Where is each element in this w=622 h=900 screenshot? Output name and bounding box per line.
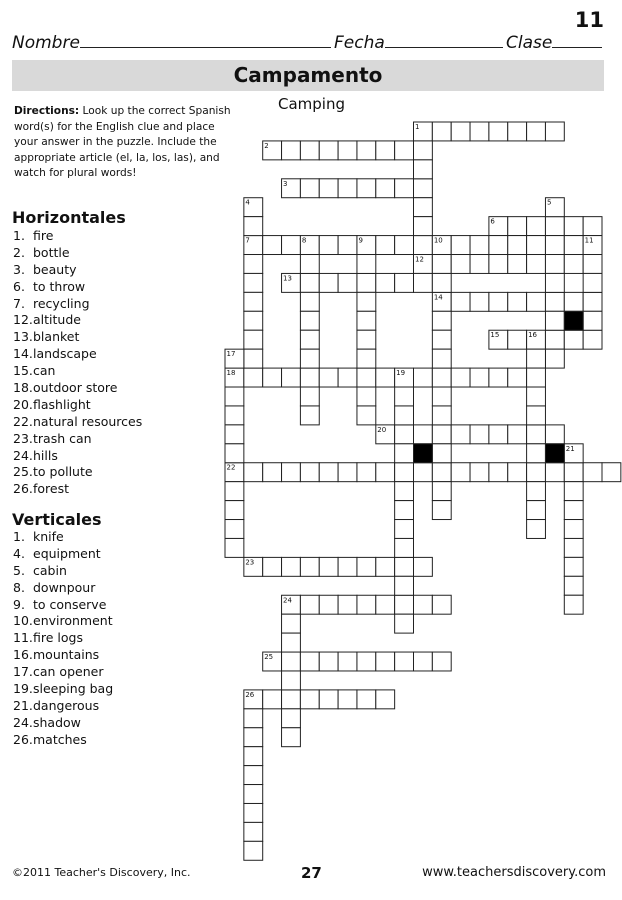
clue-item: 7. recycling xyxy=(13,295,90,311)
clue-item: 24.shadow xyxy=(13,714,81,730)
grid-cell[interactable] xyxy=(263,368,282,387)
grid-cell[interactable] xyxy=(263,557,282,576)
grid-cell[interactable] xyxy=(432,273,451,292)
grid-cell[interactable] xyxy=(244,747,263,766)
grid-cell[interactable] xyxy=(319,236,338,255)
grid-cell[interactable] xyxy=(564,595,583,614)
grid-cell[interactable] xyxy=(545,349,564,368)
grid-cell[interactable] xyxy=(489,122,508,141)
grid-cell[interactable] xyxy=(282,463,301,482)
grid-cell[interactable] xyxy=(319,690,338,709)
grid-cell[interactable] xyxy=(432,444,451,463)
grid-cell[interactable] xyxy=(300,292,319,311)
grid-cell[interactable] xyxy=(319,179,338,198)
grid-cell[interactable] xyxy=(376,690,395,709)
clue-number-label: 25 xyxy=(264,653,274,662)
grid-cell[interactable] xyxy=(263,690,282,709)
clue-item: 12.altitude xyxy=(13,312,81,328)
clue-number-label: 5 xyxy=(546,198,552,207)
page-title: Campamento xyxy=(233,63,383,87)
grid-cell[interactable] xyxy=(527,501,546,520)
directions-text: Look up the correct Spanish word(s) for the English clue and place your answer in the puzzle. Include the appropriate article (el, la, los, las), and watch for plural words! xyxy=(14,105,231,179)
clue-number-label: 18 xyxy=(226,369,236,378)
grid-cell[interactable] xyxy=(282,368,301,387)
grid-cell[interactable] xyxy=(395,425,414,444)
grid-cell[interactable] xyxy=(395,141,414,160)
grid-cell[interactable] xyxy=(357,311,376,330)
clue-item: 17.can opener xyxy=(13,664,104,680)
grid-cell[interactable] xyxy=(451,368,470,387)
grid-cell[interactable] xyxy=(395,538,414,557)
grid-cell[interactable] xyxy=(564,255,583,274)
grid-cell[interactable] xyxy=(432,425,451,444)
grid-cell[interactable] xyxy=(282,557,301,576)
grid-cell[interactable] xyxy=(470,425,489,444)
grid-cell[interactable] xyxy=(376,557,395,576)
grid-cell[interactable] xyxy=(338,273,357,292)
grid-cell[interactable] xyxy=(357,330,376,349)
grid-cell[interactable] xyxy=(319,595,338,614)
grid-cell[interactable] xyxy=(564,576,583,595)
grid-cell[interactable] xyxy=(545,425,564,444)
grid-cell[interactable] xyxy=(395,595,414,614)
grid-cell[interactable] xyxy=(432,349,451,368)
grid-cell[interactable] xyxy=(527,349,546,368)
grid-cell[interactable] xyxy=(300,368,319,387)
clue-number-label: 9 xyxy=(358,236,363,245)
grid-cell[interactable] xyxy=(225,425,244,444)
clue-item: 10.environment xyxy=(13,613,113,629)
grid-cell[interactable] xyxy=(414,217,433,236)
grid-cell[interactable] xyxy=(395,557,414,576)
grid-cell[interactable] xyxy=(395,652,414,671)
grid-cell[interactable] xyxy=(395,236,414,255)
clue-item: 26.forest xyxy=(13,481,70,497)
grid-cell[interactable] xyxy=(244,822,263,841)
grid-cell[interactable] xyxy=(470,122,489,141)
grid-cell[interactable] xyxy=(527,387,546,406)
grid-cell[interactable] xyxy=(376,463,395,482)
grid-cell[interactable] xyxy=(564,217,583,236)
grid-cell[interactable] xyxy=(263,236,282,255)
grid-cell[interactable] xyxy=(319,463,338,482)
page-number: 11 xyxy=(574,8,604,32)
grid-cell[interactable] xyxy=(300,273,319,292)
grid-cell[interactable] xyxy=(357,652,376,671)
grid-cell[interactable] xyxy=(300,406,319,425)
grid-cell[interactable] xyxy=(583,292,602,311)
grid-cell[interactable] xyxy=(414,236,433,255)
clue-number-label: 1 xyxy=(415,123,420,131)
grid-cell[interactable] xyxy=(432,652,451,671)
grid-cell[interactable] xyxy=(564,538,583,557)
grid-cell[interactable] xyxy=(583,273,602,292)
clue-item: 3. beauty xyxy=(13,261,77,277)
grid-cell[interactable] xyxy=(338,690,357,709)
clue-number-label: 8 xyxy=(301,236,307,245)
grid-cell[interactable] xyxy=(527,444,546,463)
grid-cell[interactable] xyxy=(376,368,395,387)
blocked-cell xyxy=(564,311,583,330)
clue-number-label: 3 xyxy=(283,179,288,188)
grid-cell[interactable] xyxy=(564,557,583,576)
grid-cell[interactable] xyxy=(395,406,414,425)
grid-cell[interactable] xyxy=(300,690,319,709)
grid-cell[interactable] xyxy=(527,425,546,444)
clue-number-label: 19 xyxy=(396,369,406,378)
grid-cell[interactable] xyxy=(357,557,376,576)
clue-number-label: 11 xyxy=(584,236,594,245)
clue-item: 16.mountains xyxy=(13,647,100,663)
grid-cell[interactable] xyxy=(545,255,564,274)
grid-cell[interactable] xyxy=(508,463,527,482)
clue-item: 6. to throw xyxy=(13,278,86,294)
grid-cell[interactable] xyxy=(263,463,282,482)
clue-number-label: 6 xyxy=(490,217,495,226)
grid-cell[interactable] xyxy=(376,141,395,160)
clue-item: 15.can xyxy=(13,363,56,379)
grid-cell[interactable] xyxy=(395,576,414,595)
grid-cell[interactable] xyxy=(489,236,508,255)
clue-number-label: 7 xyxy=(245,236,250,245)
clue-number-label: 17 xyxy=(226,350,236,359)
clue-item: 11.fire logs xyxy=(13,630,83,646)
grid-cell[interactable] xyxy=(583,255,602,274)
grid-cell[interactable] xyxy=(282,671,301,690)
grid-cell[interactable] xyxy=(319,141,338,160)
website: www.teachersdiscovery.com xyxy=(422,865,606,880)
grid-cell[interactable] xyxy=(508,425,527,444)
grid-cell[interactable] xyxy=(300,349,319,368)
grid-cell[interactable] xyxy=(357,349,376,368)
grid-cell[interactable] xyxy=(545,292,564,311)
grid-cell[interactable] xyxy=(357,255,376,274)
clue-item: 18.outdoor store xyxy=(13,380,118,396)
grid-cell[interactable] xyxy=(338,368,357,387)
grid-cell[interactable] xyxy=(432,463,451,482)
clue-item: 13.blanket xyxy=(13,329,80,345)
grid-cell[interactable] xyxy=(451,292,470,311)
grid-cell[interactable] xyxy=(545,311,564,330)
grid-cell[interactable] xyxy=(319,273,338,292)
grid-cell[interactable] xyxy=(225,482,244,501)
grid-cell[interactable] xyxy=(432,330,451,349)
grid-cell[interactable] xyxy=(225,387,244,406)
grid-cell[interactable] xyxy=(583,330,602,349)
clue-number-label: 24 xyxy=(283,596,292,605)
clue-item: 23.trash can xyxy=(13,430,92,446)
grid-cell[interactable] xyxy=(225,520,244,539)
grid-cell[interactable] xyxy=(451,122,470,141)
grid-cell[interactable] xyxy=(225,538,244,557)
grid-cell[interactable] xyxy=(357,368,376,387)
grid-cell[interactable] xyxy=(564,292,583,311)
grid-cell[interactable] xyxy=(376,652,395,671)
grid-cell[interactable] xyxy=(395,273,414,292)
name-label: Nombre xyxy=(12,33,80,53)
grid-cell[interactable] xyxy=(300,557,319,576)
grid-cell[interactable] xyxy=(244,292,263,311)
clue-number-label: 23 xyxy=(245,558,255,567)
grid-cell[interactable] xyxy=(338,652,357,671)
grid-cell[interactable] xyxy=(451,425,470,444)
clue-number-label: 14 xyxy=(433,293,443,302)
grid-cell[interactable] xyxy=(338,595,357,614)
grid-cell[interactable] xyxy=(357,406,376,425)
grid-cell[interactable] xyxy=(300,141,319,160)
grid-cell[interactable] xyxy=(395,463,414,482)
grid-cell[interactable] xyxy=(357,273,376,292)
grid-cell[interactable] xyxy=(395,482,414,501)
grid-cell[interactable] xyxy=(282,614,301,633)
grid-cell[interactable] xyxy=(545,273,564,292)
grid-cell[interactable] xyxy=(451,463,470,482)
grid-cell[interactable] xyxy=(432,311,451,330)
grid-cell[interactable] xyxy=(244,368,263,387)
grid-cell[interactable] xyxy=(545,236,564,255)
grid-cell[interactable] xyxy=(300,463,319,482)
grid-cell[interactable] xyxy=(319,652,338,671)
grid-cell[interactable] xyxy=(527,217,546,236)
grid-cell[interactable] xyxy=(300,311,319,330)
grid-cell[interactable] xyxy=(432,368,451,387)
grid-cell[interactable] xyxy=(432,595,451,614)
grid-cell[interactable] xyxy=(414,141,433,160)
grid-cell[interactable] xyxy=(395,520,414,539)
grid-cell[interactable] xyxy=(357,595,376,614)
clue-number-label: 10 xyxy=(433,236,443,245)
grid-cell[interactable] xyxy=(395,614,414,633)
grid-cell[interactable] xyxy=(376,179,395,198)
grid-cell[interactable] xyxy=(244,785,263,804)
grid-cell[interactable] xyxy=(376,236,395,255)
clue-number-label: 15 xyxy=(490,331,500,340)
clue-item: 21.dangerous xyxy=(13,697,100,713)
page-subtitle: Camping xyxy=(278,95,345,113)
grid-cell[interactable] xyxy=(244,255,263,274)
grid-cell[interactable] xyxy=(282,141,301,160)
grid-cell[interactable] xyxy=(338,141,357,160)
grid-cell[interactable] xyxy=(319,557,338,576)
copyright: ©2011 Teacher's Discovery, Inc. xyxy=(12,866,191,879)
grid-cell[interactable] xyxy=(300,179,319,198)
grid-cell[interactable] xyxy=(300,652,319,671)
clue-item: 2. bottle xyxy=(13,244,70,260)
grid-cell[interactable] xyxy=(527,236,546,255)
grid-cell[interactable] xyxy=(319,368,338,387)
grid-cell[interactable] xyxy=(282,709,301,728)
grid-cell[interactable] xyxy=(564,236,583,255)
clue-number-label: 13 xyxy=(283,274,292,283)
grid-cell[interactable] xyxy=(432,482,451,501)
grid-cell[interactable] xyxy=(414,652,433,671)
grid-cell[interactable] xyxy=(414,595,433,614)
grid-cell[interactable] xyxy=(432,406,451,425)
grid-cell[interactable] xyxy=(470,368,489,387)
grid-cell[interactable] xyxy=(527,463,546,482)
grid-cell[interactable] xyxy=(357,387,376,406)
grid-cell[interactable] xyxy=(527,406,546,425)
clue-number-label: 16 xyxy=(528,331,538,340)
grid-cell[interactable] xyxy=(451,255,470,274)
grid-cell[interactable] xyxy=(470,292,489,311)
grid-cell[interactable] xyxy=(414,425,433,444)
grid-cell[interactable] xyxy=(564,330,583,349)
grid-cell[interactable] xyxy=(338,179,357,198)
grid-cell[interactable] xyxy=(489,368,508,387)
grid-cell[interactable] xyxy=(545,122,564,141)
directions-label: Directions: xyxy=(14,105,80,117)
grid-cell[interactable] xyxy=(527,520,546,539)
grid-cell[interactable] xyxy=(300,387,319,406)
grid-cell[interactable] xyxy=(451,236,470,255)
grid-cell[interactable] xyxy=(338,463,357,482)
grid-cell[interactable] xyxy=(244,803,263,822)
grid-cell[interactable] xyxy=(244,330,263,349)
footer-page-number: 27 xyxy=(301,864,322,882)
clue-item: 8. downpour xyxy=(13,579,96,595)
grid-cell[interactable] xyxy=(564,482,583,501)
grid-cell[interactable] xyxy=(564,501,583,520)
clue-item: 20.flashlight xyxy=(13,396,91,412)
clue-item: 9. to conserve xyxy=(13,596,107,612)
grid-cell[interactable] xyxy=(414,198,433,217)
grid-cell[interactable] xyxy=(244,217,263,236)
down-heading: Verticales xyxy=(12,510,102,529)
clue-number-label: 12 xyxy=(415,255,424,264)
grid-cell[interactable] xyxy=(225,406,244,425)
grid-cell[interactable] xyxy=(602,463,621,482)
grid-cell[interactable] xyxy=(527,482,546,501)
clue-item: 5. cabin xyxy=(13,562,67,578)
clue-number-label: 26 xyxy=(245,690,255,699)
grid-cell[interactable] xyxy=(300,255,319,274)
grid-cell[interactable] xyxy=(282,690,301,709)
clue-number-label: 21 xyxy=(565,444,575,453)
clue-item: 25.to pollute xyxy=(13,464,93,480)
grid-cell[interactable] xyxy=(470,255,489,274)
grid-cell[interactable] xyxy=(395,179,414,198)
grid-cell[interactable] xyxy=(489,292,508,311)
grid-cell[interactable] xyxy=(564,520,583,539)
clue-number-label: 20 xyxy=(377,425,387,434)
grid-cell[interactable] xyxy=(414,160,433,179)
grid-cell[interactable] xyxy=(527,122,546,141)
grid-cell[interactable] xyxy=(470,463,489,482)
grid-cell[interactable] xyxy=(282,728,301,747)
grid-cell[interactable] xyxy=(244,463,263,482)
grid-cell[interactable] xyxy=(545,330,564,349)
grid-cell[interactable] xyxy=(432,255,451,274)
grid-cell[interactable] xyxy=(357,141,376,160)
grid-cell[interactable] xyxy=(376,595,395,614)
grid-cell[interactable] xyxy=(583,311,602,330)
class-label: Clase xyxy=(506,33,553,53)
clue-item: 24.hills xyxy=(13,447,58,463)
grid-cell[interactable] xyxy=(357,292,376,311)
across-heading: Horizontales xyxy=(12,208,126,227)
grid-cell[interactable] xyxy=(432,501,451,520)
grid-cell[interactable] xyxy=(357,463,376,482)
grid-cell[interactable] xyxy=(395,501,414,520)
grid-cell[interactable] xyxy=(376,273,395,292)
grid-cell[interactable] xyxy=(225,501,244,520)
grid-cell[interactable] xyxy=(527,292,546,311)
grid-cell[interactable] xyxy=(470,236,489,255)
grid-cell[interactable] xyxy=(508,292,527,311)
clue-item: 26.matches xyxy=(13,731,87,747)
grid-cell[interactable] xyxy=(414,179,433,198)
grid-cell[interactable] xyxy=(282,652,301,671)
grid-cell[interactable] xyxy=(545,217,564,236)
clue-number-label: 22 xyxy=(226,463,236,472)
grid-cell[interactable] xyxy=(508,330,527,349)
grid-cell[interactable] xyxy=(583,217,602,236)
grid-cell[interactable] xyxy=(357,179,376,198)
grid-cell[interactable] xyxy=(244,766,263,785)
grid-cell[interactable] xyxy=(489,463,508,482)
grid-cell[interactable] xyxy=(338,236,357,255)
clue-number-label: 4 xyxy=(245,198,250,207)
clue-item: 1. knife xyxy=(13,529,64,544)
grid-cell[interactable] xyxy=(508,236,527,255)
grid-cell[interactable] xyxy=(282,633,301,652)
grid-cell[interactable] xyxy=(508,217,527,236)
grid-cell[interactable] xyxy=(508,122,527,141)
date-label: Fecha xyxy=(334,33,385,53)
grid-cell[interactable] xyxy=(282,236,301,255)
grid-cell[interactable] xyxy=(545,463,564,482)
clue-item: 1. fire xyxy=(13,228,54,243)
grid-cell[interactable] xyxy=(414,368,433,387)
clue-number-label: 2 xyxy=(264,141,269,150)
grid-cell[interactable] xyxy=(338,557,357,576)
grid-cell[interactable] xyxy=(395,387,414,406)
grid-cell[interactable] xyxy=(508,368,527,387)
clue-item: 14.landscape xyxy=(13,346,97,362)
grid-cell[interactable] xyxy=(527,368,546,387)
grid-cell[interactable] xyxy=(583,463,602,482)
grid-cell[interactable] xyxy=(300,595,319,614)
grid-cell[interactable] xyxy=(432,387,451,406)
grid-cell[interactable] xyxy=(489,255,508,274)
grid-cell[interactable] xyxy=(564,463,583,482)
grid-cell[interactable] xyxy=(508,255,527,274)
grid-cell[interactable] xyxy=(300,330,319,349)
grid-cell[interactable] xyxy=(357,690,376,709)
grid-cell[interactable] xyxy=(432,122,451,141)
grid-cell[interactable] xyxy=(414,557,433,576)
grid-cell[interactable] xyxy=(244,311,263,330)
clue-item: 19.sleeping bag xyxy=(13,681,114,697)
clue-item: 22.natural resources xyxy=(13,413,143,429)
grid-cell[interactable] xyxy=(414,273,433,292)
grid-cell[interactable] xyxy=(244,273,263,292)
grid-cell[interactable] xyxy=(395,444,414,463)
grid-cell[interactable] xyxy=(244,728,263,747)
grid-cell[interactable] xyxy=(244,841,263,860)
grid-cell[interactable] xyxy=(244,349,263,368)
grid-cell[interactable] xyxy=(414,463,433,482)
grid-cell[interactable] xyxy=(225,444,244,463)
blocked-cell xyxy=(414,444,433,463)
grid-cell[interactable] xyxy=(489,425,508,444)
grid-cell[interactable] xyxy=(244,709,263,728)
blocked-cell xyxy=(545,444,564,463)
grid-cell[interactable] xyxy=(527,255,546,274)
clue-item: 4. equipment xyxy=(13,545,101,561)
